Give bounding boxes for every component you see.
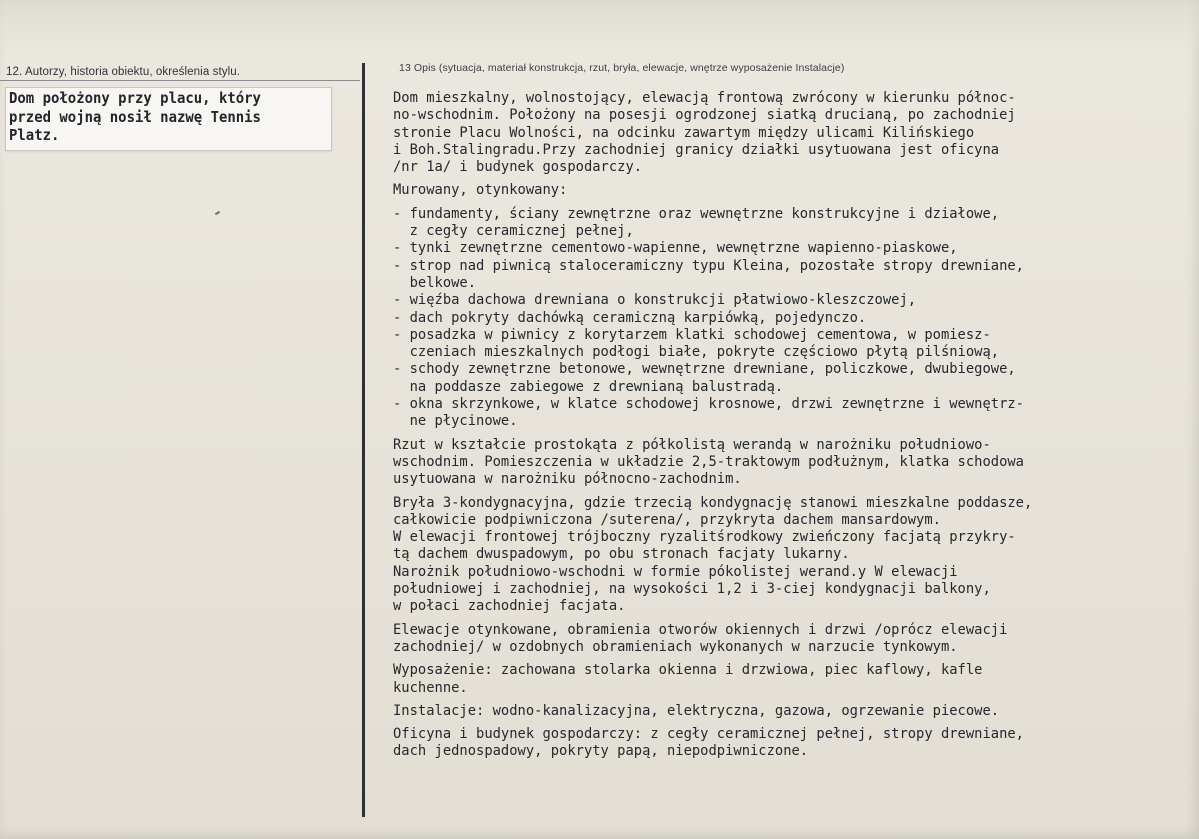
facades-paragraph: Elewacje otynkowane, obramienia otworów okiennych i drzwi /oprócz elewacji zachodniej/ w ozdobnych obramieniach wykonanych w narzucie tynkowym. bbox=[393, 621, 1008, 655]
equipment-paragraph: Wyposażenie: zachowana stolarka okienna i drzwiowa, piec kaflowy, kafle kuchenne. bbox=[393, 662, 983, 696]
list-item: - dach pokryty dachówką ceramiczną karpiówką, pojedynczo. bbox=[393, 309, 867, 326]
section-12-text: Dom położony przy placu, który przed wojną nosił nazwę Tennis Platz. bbox=[9, 89, 261, 144]
section-12-header: 12. Autorzy, historia obiektu, określenia stylu. bbox=[6, 66, 241, 78]
list-item: - posadzka w piwnicy z korytarzem klatki schodowej cementowa, w pomiesz- czeniach mieszkalnych podłogi białe, pokryte częściowo płytą pilśniową, bbox=[393, 326, 1000, 361]
materials-list bbox=[393, 206, 1183, 431]
section-13-body bbox=[393, 90, 1183, 767]
plan-paragraph: Rzut w kształcie prostokąta z półkolistą werandą w narożniku południowo- wschodnim. Pomieszczenia w układzie 2,5-traktowym podłużnym, klatka schodowa usytuowana w narożniku północno-zachodnim. bbox=[393, 436, 1024, 488]
massing-paragraph: Bryła 3-kondygnacyjna, gdzie trzecią kondygnację stanowi mieszkalne poddasze, całkowicie podpiwniczona /suterena/, przykryta dachem mansardowym. W elewacji frontowej trójboczny ryzalitśrodkowy zwieńczony facjatą przykry- tą dachem dwuspadowym, po obu stronach facjaty lukarny. Narożnik południowo-wschodni w formie pókolistej werand.y W elewacji południowej i zachodniej, na wysokości 1,2 i 3-ciej kondygnacji balkony, w połaci zachodniej facjata. bbox=[393, 494, 1033, 615]
column-divider bbox=[362, 63, 365, 817]
annex-paragraph: Oficyna i budynek gospodarczy: z cegły ceramicznej pełnej, stropy drewniane, dach jednospadowy, pokryty papą, niepodpiwniczone. bbox=[393, 726, 1024, 760]
list-item: - więźba dachowa drewniana o konstrukcji płatwiowo-kleszczowej, bbox=[393, 292, 917, 309]
list-item: - okna skrzynkowe, w klatce schodowej krosnowe, drzwi zewnętrzne i wewnętrz- ne płycinowe. bbox=[393, 396, 1024, 430]
list-item: - strop nad piwnicą staloceramiczny typu Kleina, pozostałe stropy drewniane, belkowe. bbox=[393, 257, 1024, 291]
list-item: - schody zewnętrzne betonowe, wewnętrzne drewniane, policzkowe, dwubiegowe, na poddasze zabiegowe z drewnianą balustradą. bbox=[393, 361, 1016, 395]
intro-paragraph: Dom mieszkalny, wolnostojący, elewacją frontową zwrócony w kierunku północ- no-wschodnim. Położony na posesji ogrodzonej siatką drucianą, po zachodniej stronie Placu Wolności, na odcinku zawartym między ulicami Kilińskiego i Boh.Stalingradu.Przy zachodniej granicy działki usytuowana jest oficyna /nr 1a/ i budynek gospodarczy. bbox=[393, 90, 1016, 176]
section-12-rule bbox=[0, 80, 360, 81]
section-13-header: 13 Opis (sytuacja, materiał konstrukcja, rzut, bryła, elewacje, wnętrze wyposażenie Instalacje) bbox=[399, 62, 845, 74]
pencil-mark bbox=[215, 211, 220, 215]
list-item: - tynki zewnętrzne cementowo-wapienne, wewnętrzne wapienno-piaskowe, bbox=[393, 240, 958, 257]
card-top-shadow bbox=[0, 0, 1199, 55]
installations-paragraph: Instalacje: wodno-kanalizacyjna, elektryczna, gazowa, ogrzewanie piecowe. bbox=[393, 702, 1000, 719]
materials-heading: Murowany, otynkowany: bbox=[393, 182, 568, 199]
list-item: - fundamenty, ściany zewnętrzne oraz wewnętrzne konstrukcyjne i działowe, z cegły ceramicznej pełnej, bbox=[393, 205, 1000, 240]
